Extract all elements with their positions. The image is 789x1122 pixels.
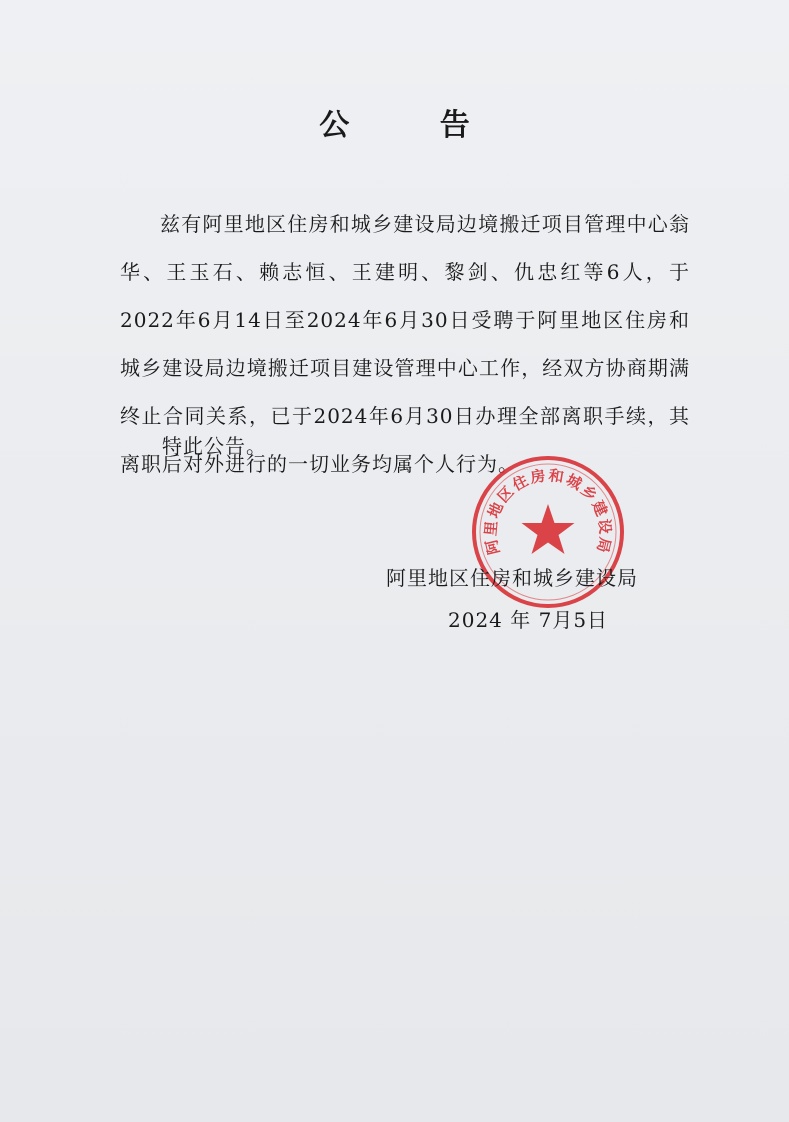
issue-date: 2024 年 7月5日	[448, 608, 609, 632]
issuer-signature: 阿里地区住房和城乡建设局	[386, 566, 638, 590]
notice-paragraph: 兹有阿里地区住房和城乡建设局边境搬迁项目管理中心翁华、王玉石、赖志恒、王建明、黎剑、仇忠红等6人，于2022年6月14日至2024年6月30日受聘于阿里地区住房和城乡建设局边境搬迁项目建设管理中心工作，经双方协商期满终止合同关系，已于2024年6月30日办理全部离职手续，其离职后对外进行的一切业务均属个人行为。	[120, 212, 690, 476]
page-title: 公 告	[319, 108, 510, 143]
seal-text: 阿里地区住房和城乡建设局	[481, 466, 615, 557]
closing-line: 特此公告。	[162, 434, 267, 458]
